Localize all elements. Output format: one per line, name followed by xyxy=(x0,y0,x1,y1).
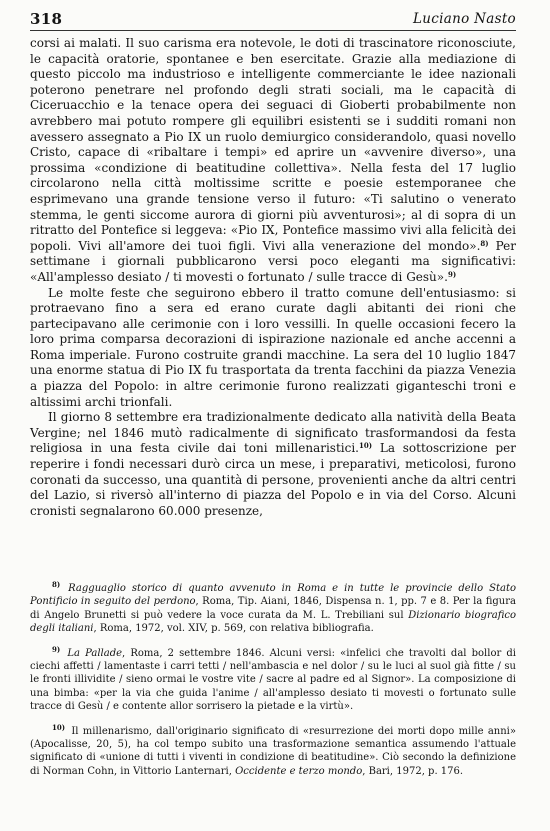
footnote-9-title: La Pallade xyxy=(67,647,123,659)
footnote-10-text: Il millenarismo, dall'originario significato di «resurrezione dei morti dopo mille anni» (Apocalisse, 20, 5), ha col tempo subito una trasformazione semantica assumendo l'attuale significato di «unione di tutti i viventi in condizione di beatitudine». Ciò secondo la definizione di Norman Cohn, in Vittorio Lanternari, xyxy=(30,725,516,777)
footnote-8-title: Ragguaglio storico di quanto avvenuto in Roma e in tutte le provincie dello Stato Pontificio in seguito del perdono xyxy=(30,583,516,608)
paragraph-2: Le molte feste che seguirono ebbero il tratto comune dell'entusiasmo: si protraevano fino a sera ed erano curate dagli abitanti dei rioni che partecipavano alle cerimonie con i loro vessilli. In quelle occasioni fecero la loro prima comparsa decorazioni di ispirazione nazionale ed anche accenni a Roma imperiale. Furono costruite grandi macchine. La sera del 10 luglio 1847 una enorme statua di Pio IX fu trasportata da trenta facchini da piazza Venezia a piazza del Popolo: in altre cerimonie furono realizzati giganteschi troni e altissimi archi trionfali. xyxy=(30,285,516,409)
paragraph-3 xyxy=(30,410,516,519)
paragraph-3-text-cont: La sottoscrizione per reperire i fondi necessari durò circa un mese, i preparativi, meticolosi, furono coronati da successo, una quantità di persone, provenienti anche da altri centri del Lazio, si riversò all'interno di piazza del Popolo e in via del Corso. Alcuni cronisti segnalarono 60.000 presenze, xyxy=(30,441,516,518)
footnotes xyxy=(30,578,516,785)
footnote-9-number: 9) xyxy=(52,644,61,654)
footnote-10-number: 10) xyxy=(52,722,66,732)
footnote-8 xyxy=(30,578,516,636)
paragraph-3-text: Il giorno 8 settembre era tradizionalmente dedicato alla natività della Beata Vergine; nel 1846 mutò radicalmente di significato trasformandosi da festa religiosa in una festa civile dai toni millenaristici. xyxy=(30,410,516,456)
footnote-9-text: , Roma, 2 settembre 1846. Alcuni versi: «infelici che travolti dal bollor di ciechi affetti / lamentaste i carri tetti / nell'ambascia e nel dolor / su le luci al suol già fitte / su le fronti illividite / sieno ormai le vostre vite / sacre al padre ed al Signor». La composizione di una bimba: «per la via che guida l'anime / all'amplesso desiato ti movesti o fortunato sulle tracce di Gesù / e contente allor sorrisero la pietade e la virtù». xyxy=(30,647,516,713)
footnote-9 xyxy=(30,643,516,714)
main-text xyxy=(30,36,516,519)
header-rule xyxy=(30,30,516,31)
running-head-author: Luciano Nasto xyxy=(413,11,516,27)
footnote-8-text: , Roma, Tip. Aiani, 1846, Dispensa n. 1, pp. 7 e 8. Per la figura di Angelo Brunetti si può vedere la voce curata da M. L. Trebiliani sul xyxy=(30,596,516,621)
paragraph-1-text-cont: Per settimane i giornali pubblicarono versi poco eleganti ma significativi: «All'amplesso desiato / ti movesti o fortunato / sulle tracce di Gesù». xyxy=(30,238,516,284)
footnote-10-work: Occidente e terzo mondo xyxy=(235,765,363,777)
footnote-8-text-cont: , Roma, 1972, vol. XIV, p. 569, con relativa bibliografia. xyxy=(93,623,374,635)
footnote-10 xyxy=(30,721,516,779)
footnote-8-number: 8) xyxy=(52,580,61,589)
footnote-8-work: Dizionario biografico degli italiani xyxy=(30,609,516,635)
footnote-ref-10: 10) xyxy=(359,441,373,451)
paragraph-1 xyxy=(30,36,516,286)
page-header xyxy=(30,8,516,32)
footnote-ref-8: 8) xyxy=(480,238,489,248)
paragraph-1-text: corsi ai malati. Il suo carisma era notevole, le doti di trascinatore riconosciute, le capacità oratorie, spontanee e ben esercitate. Grazie alla mediazione di questo piccolo ma industrioso e intelligente commerciante le idee nazionali poterono penetrare nel profondo degli strati sociali, ma le capacità di Ciceruacchio e la tenace opera dei seguaci di Gioberti probabilmente non avrebbero mai potuto rompere gli equilibri esistenti se i sudditi romani non avessero assegnato a Pio IX un ruolo demiurgico considerandolo, quasi novello Cristo, capace di «ribaltare i tempi» ed aprire un «avvenire diverso», una prossima «condizione di beatitudine collettiva». Nella festa del 17 luglio circolarono nella città moltissime scritte e poesie estemporanee che esprimevano una grande tensione verso il futuro: «Ti salutino o venerato stemma, le genti siccome aurora di giorni più avventurosi»; al di sopra di un ritratto del Pontefice si leggeva: «Pio IX, Pontefice massimo vivi alla felicità dei popoli. Vivi all'amore dei tuoi figli. Vivi alla venerazione del mondo». xyxy=(30,36,516,253)
page-number: 318 xyxy=(30,10,63,28)
footnote-ref-9: 9) xyxy=(447,269,457,279)
footnote-10-text-cont: , Bari, 1972, p. 176. xyxy=(362,765,464,777)
